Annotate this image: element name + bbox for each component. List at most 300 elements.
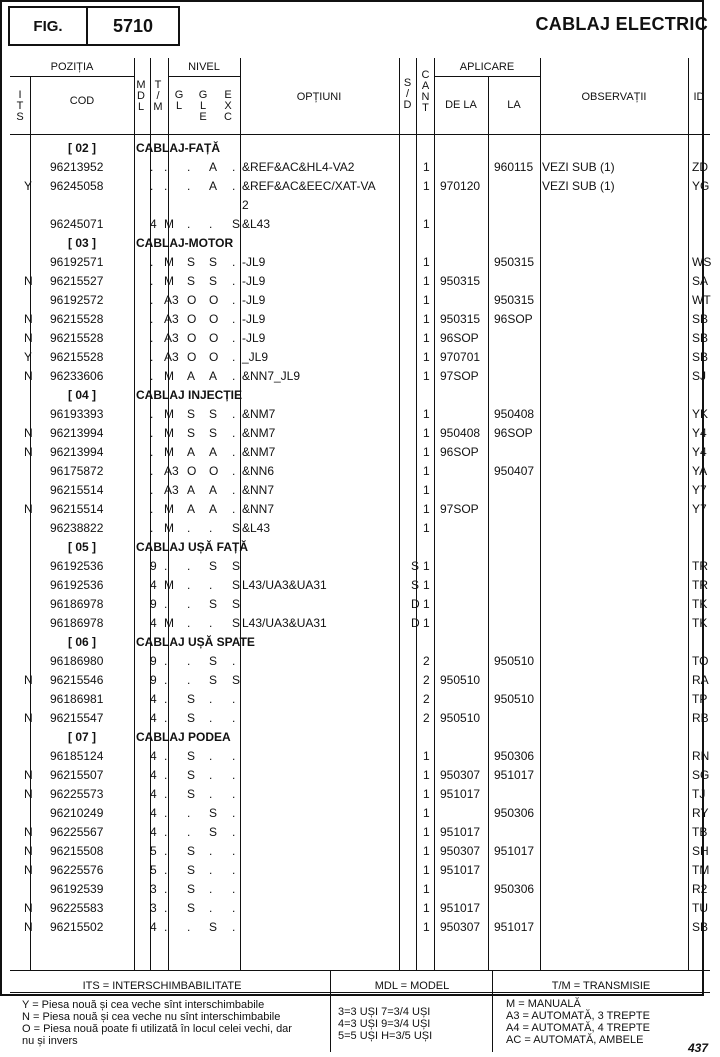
col-its-header: I T S [16, 89, 24, 123]
cell-cod: 96215514 [50, 502, 104, 516]
cell-tm: . [164, 768, 168, 782]
cell-tm: A3 [164, 464, 179, 478]
cell-cod: 96210249 [50, 806, 104, 820]
cell-its: Y [24, 350, 33, 364]
cell-id: SG [692, 768, 710, 782]
cell-cod: 96215546 [50, 673, 104, 687]
table-row [10, 842, 710, 861]
cell-la: 950510 [494, 692, 535, 706]
table-row [10, 652, 710, 671]
cell-cod: 96238822 [50, 521, 104, 535]
cell-mdl: . [150, 255, 154, 269]
cell-gl: A [187, 369, 196, 383]
cell-tm: M [164, 255, 174, 269]
table-row [10, 177, 710, 196]
cell-cant: 1 [423, 502, 430, 516]
cell-cod: 96215528 [50, 331, 104, 345]
cell-id: TR [692, 578, 708, 592]
cell-cant: 1 [423, 920, 430, 934]
cell-cod: 96245058 [50, 179, 104, 193]
cell-tm: M [164, 407, 174, 421]
table-row [10, 918, 710, 937]
cell-gle: . [209, 521, 213, 535]
cell-cod: 96192571 [50, 255, 104, 269]
cell-dela: 96SOP [440, 331, 479, 345]
cell-id: SB [692, 920, 709, 934]
cell-sd: S [411, 578, 420, 592]
legend-its-lines: Y = Piesa nouă și cea veche sînt interschimbabile N = Piesa nouă și cea veche nu sînt interschimbabile O = Piesa nouă poate fi utilizată în locul celei vechi, dar nu și invers [22, 999, 292, 1047]
cell-cant: 1 [423, 407, 430, 421]
table-row [10, 576, 710, 595]
cell-exc: . [232, 844, 236, 858]
cell-tm: . [164, 692, 168, 706]
table-row [10, 462, 710, 481]
section-title: CABLAJ INJECȚIE [136, 388, 243, 402]
cell-gle: S [209, 673, 218, 687]
cell-tm: . [164, 863, 168, 877]
cell-id: TR [692, 559, 708, 573]
cell-cod: 96192536 [50, 578, 104, 592]
cell-dela: 951017 [440, 825, 481, 839]
cell-gl: A [187, 445, 196, 459]
cell-exc: . [232, 787, 236, 801]
cell-opt: &NM7 [242, 426, 276, 440]
cell-cod: 96225567 [50, 825, 104, 839]
cell-gl: . [187, 559, 191, 573]
cell-cod: 96215514 [50, 483, 104, 497]
table-row [10, 766, 710, 785]
table-row [10, 215, 710, 234]
cell-gle: . [209, 844, 213, 858]
cell-its: N [24, 331, 33, 345]
cell-id: Y4 [692, 426, 707, 440]
cell-opt: &NN7 [242, 483, 275, 497]
cell-mdl: . [150, 160, 154, 174]
cell-cant: 1 [423, 597, 430, 611]
cell-gle: . [209, 787, 213, 801]
section-title: CABLAJ UȘĂ SPATE [136, 635, 255, 649]
col-gle-header: G L E [198, 89, 208, 123]
cell-opt: _JL9 [242, 350, 269, 364]
cell-mdl: . [150, 293, 154, 307]
cell-id: RA [692, 673, 709, 687]
cell-tm: M [164, 426, 174, 440]
cell-gle: A [209, 445, 218, 459]
cell-mdl: 4 [150, 787, 157, 801]
cell-la: 951017 [494, 768, 535, 782]
cell-cant: 1 [423, 559, 430, 573]
cell-exc: S [232, 217, 241, 231]
cell-cant: 1 [423, 616, 430, 630]
cell-cant: 1 [423, 312, 430, 326]
cell-gle: S [209, 274, 218, 288]
cell-cant: 1 [423, 255, 430, 269]
cell-gle: S [209, 255, 218, 269]
table-row [10, 823, 710, 842]
cell-gl: . [187, 521, 191, 535]
cell-gle: . [209, 749, 213, 763]
cell-cod: 96215528 [50, 312, 104, 326]
cell-gle: . [209, 578, 213, 592]
cell-gle: A [209, 160, 218, 174]
cell-exc: S [232, 673, 241, 687]
cell-gl: S [187, 844, 196, 858]
cell-gle: O [209, 331, 219, 345]
cell-gl: A [187, 483, 196, 497]
cell-opt: &REF&AC&EEC/XAT-VA [242, 179, 376, 193]
cell-id: TU [692, 901, 708, 915]
cell-exc: . [232, 692, 236, 706]
cell-opt: &NM7 [242, 407, 276, 421]
cell-exc: . [232, 806, 236, 820]
cell-mdl: 4 [150, 692, 157, 706]
cell-id: YK [692, 407, 709, 421]
cell-cod: 96213994 [50, 426, 104, 440]
cell-id: TP [692, 692, 708, 706]
cell-cant: 1 [423, 901, 430, 915]
cell-cant: 1 [423, 445, 430, 459]
cell-gl: S [187, 407, 196, 421]
cell-la: 950315 [494, 255, 535, 269]
cell-exc: . [232, 920, 236, 934]
cell-la: 96SOP [494, 312, 533, 326]
cell-mdl: . [150, 445, 154, 459]
page-title: CABLAJ ELECTRIC [535, 14, 708, 34]
cell-gl: O [187, 464, 197, 478]
cell-tm: . [164, 901, 168, 915]
cell-exc: S [232, 597, 241, 611]
cell-cant: 1 [423, 749, 430, 763]
cell-exc: S [232, 559, 241, 573]
table-row [10, 253, 710, 272]
cell-id: WS [692, 255, 712, 269]
cell-tm: A3 [164, 293, 179, 307]
table-row [10, 443, 710, 462]
cell-cod: 96192572 [50, 293, 104, 307]
cell-gle: O [209, 350, 219, 364]
cell-mdl: 4 [150, 749, 157, 763]
section-row [10, 386, 710, 405]
cell-id: Y7 [692, 483, 707, 497]
cell-id: Y4 [692, 445, 707, 459]
cell-its: N [24, 426, 33, 440]
cell-cod: 96215527 [50, 274, 104, 288]
col-aplicare-header: APLICARE [459, 61, 515, 73]
cell-mdl: . [150, 426, 154, 440]
cell-cod: 96215547 [50, 711, 104, 725]
cell-gle: A [209, 369, 218, 383]
cell-tm: M [164, 274, 174, 288]
cell-optiuni: 2 [242, 198, 249, 212]
cell-exc: . [232, 483, 236, 497]
cell-tm: . [164, 597, 168, 611]
cell-its: N [24, 768, 33, 782]
col-cod-header: COD [69, 95, 95, 107]
cell-its: N [24, 502, 33, 516]
cell-dela: 950307 [440, 844, 481, 858]
table-row [10, 614, 710, 633]
cell-tm: . [164, 711, 168, 725]
cell-gl: . [187, 806, 191, 820]
legend-mdl-title: MDL = MODEL [374, 980, 450, 992]
cell-exc: . [232, 274, 236, 288]
table-row [10, 709, 710, 728]
legend-tm-lines: M = MANUALĂ A3 = AUTOMATĂ, 3 TREPTE A4 = AUTOMATĂ, 4 TREPTE AC = AUTOMATĂ, AMBELE [506, 998, 650, 1046]
cell-cant: 1 [423, 160, 430, 174]
cell-gl: S [187, 768, 196, 782]
cell-dela: 97SOP [440, 502, 479, 516]
section-row [10, 234, 710, 253]
page-number: 437 [687, 1041, 708, 1055]
table-row [10, 272, 710, 291]
cell-mdl: . [150, 179, 154, 193]
cell-tm: . [164, 559, 168, 573]
cell-tm: M [164, 616, 174, 630]
cell-tm: . [164, 806, 168, 820]
cell-cod: 96233606 [50, 369, 104, 383]
cell-exc: . [232, 255, 236, 269]
cell-cant: 1 [423, 179, 430, 193]
cell-gle: S [209, 654, 218, 668]
cell-gl: S [187, 426, 196, 440]
cell-cant: 1 [423, 768, 430, 782]
cell-mdl: 4 [150, 768, 157, 782]
grid-hline [434, 76, 540, 77]
cell-opt: -JL9 [242, 274, 266, 288]
cell-gle: A [209, 179, 218, 193]
cell-cod: 96185124 [50, 749, 104, 763]
cell-tm: M [164, 521, 174, 535]
col-optiuni-header: OPȚIUNI [296, 91, 342, 103]
cell-gle: S [209, 806, 218, 820]
cell-exc: . [232, 369, 236, 383]
table-row [10, 557, 710, 576]
cell-cod: 96215502 [50, 920, 104, 934]
cell-id: TK [692, 616, 708, 630]
cell-gl: S [187, 711, 196, 725]
cell-tm: . [164, 673, 168, 687]
table-row [10, 804, 710, 823]
cell-la: 950510 [494, 654, 535, 668]
cell-gle: O [209, 312, 219, 326]
cell-mdl: 4 [150, 217, 157, 231]
cell-dela: 970701 [440, 350, 481, 364]
cell-la: 950306 [494, 882, 535, 896]
cell-dela: 96SOP [440, 445, 479, 459]
cell-its: N [24, 825, 33, 839]
cell-its: N [24, 369, 33, 383]
cell-opt: &NN6 [242, 464, 275, 478]
cell-exc: . [232, 749, 236, 763]
cell-opt: L43/UA3&UA31 [242, 616, 327, 630]
cell-dela: 951017 [440, 863, 481, 877]
cell-opt: &L43 [242, 521, 271, 535]
cell-cant: 1 [423, 806, 430, 820]
cell-la: 950315 [494, 293, 535, 307]
cell-tm: . [164, 882, 168, 896]
cell-sd: D [411, 597, 420, 611]
cell-mdl: 4 [150, 616, 157, 630]
cell-id: SA [692, 274, 709, 288]
fig-number: 5710 [86, 6, 180, 46]
table-row [10, 329, 710, 348]
cell-id: Y7 [692, 502, 707, 516]
cell-id: TB [692, 825, 708, 839]
cell-dela: 970120 [440, 179, 481, 193]
cell-mdl: 5 [150, 844, 157, 858]
cell-cant: 1 [423, 483, 430, 497]
section-number: [ 07 ] [68, 730, 97, 744]
cell-cant: 1 [423, 882, 430, 896]
table-row [10, 747, 710, 766]
table-row [10, 158, 710, 177]
cell-gl: A [187, 502, 196, 516]
cell-dela: 950315 [440, 312, 481, 326]
cell-sd: D [411, 616, 420, 630]
cell-mdl: 3 [150, 901, 157, 915]
cell-la: 960115 [494, 160, 534, 174]
cell-opt: &NN7_JL9 [242, 369, 301, 383]
cell-gl: . [187, 616, 191, 630]
cell-cod: 96192536 [50, 559, 104, 573]
table-row [10, 310, 710, 329]
cell-la: 950407 [494, 464, 535, 478]
cell-id: RY [692, 806, 709, 820]
cell-mdl: . [150, 407, 154, 421]
cell-mdl: . [150, 350, 154, 364]
cell-la: 951017 [494, 844, 535, 858]
cell-tm: . [164, 654, 168, 668]
cell-gl: . [187, 825, 191, 839]
cell-id: YA [692, 464, 708, 478]
cell-dela: 97SOP [440, 369, 479, 383]
cell-gl: S [187, 882, 196, 896]
cell-cant: 1 [423, 844, 430, 858]
cell-dela: 951017 [440, 787, 481, 801]
cell-tm: A3 [164, 312, 179, 326]
cell-its: N [24, 673, 33, 687]
cell-tm: A3 [164, 331, 179, 345]
cell-la: 950408 [494, 407, 535, 421]
cell-gle: O [209, 293, 219, 307]
cell-gl: . [187, 217, 191, 231]
cell-dela: 950408 [440, 426, 481, 440]
cell-mdl: . [150, 369, 154, 383]
cell-gl: . [187, 179, 191, 193]
cell-gle: . [209, 217, 213, 231]
cell-id: SB [692, 331, 709, 345]
section-row [10, 538, 710, 557]
cell-dela: 950307 [440, 920, 481, 934]
cell-tm: . [164, 844, 168, 858]
cell-cod: 96225576 [50, 863, 104, 877]
table-row [10, 291, 710, 310]
col-pozitia-header: POZIȚIA [50, 61, 94, 73]
cell-tm: . [164, 179, 168, 193]
cell-gl: S [187, 255, 196, 269]
table-row [10, 367, 710, 386]
cell-exc: . [232, 502, 236, 516]
cell-mdl: 4 [150, 711, 157, 725]
cell-cant: 2 [423, 673, 430, 687]
cell-exc: S [232, 578, 241, 592]
cell-id: RB [692, 711, 709, 725]
cell-cod: 96213952 [50, 160, 104, 174]
cell-opt: -JL9 [242, 293, 266, 307]
col-dela-header: DE LA [445, 99, 477, 111]
section-number: [ 02 ] [68, 141, 97, 155]
cell-opt: -JL9 [242, 255, 266, 269]
cell-gle: . [209, 692, 213, 706]
cell-cant: 1 [423, 578, 430, 592]
section-number: [ 06 ] [68, 635, 97, 649]
cell-mdl: 4 [150, 578, 157, 592]
col-la-header: LA [507, 99, 521, 111]
section-title: CABLAJ UȘĂ FAȚĂ [136, 540, 249, 554]
table-row [10, 519, 710, 538]
cell-gle: S [209, 407, 218, 421]
cell-mdl: . [150, 312, 154, 326]
cell-gl: O [187, 350, 197, 364]
cell-cod: 96215528 [50, 350, 104, 364]
cell-tm: . [164, 787, 168, 801]
cell-cod: 96215508 [50, 844, 104, 858]
cell-gl: S [187, 787, 196, 801]
cell-mdl: 5 [150, 863, 157, 877]
cell-dela: 950307 [440, 768, 481, 782]
cell-id: SJ [692, 369, 707, 383]
cell-tm: M [164, 578, 174, 592]
cell-cant: 2 [423, 711, 430, 725]
table-row [10, 481, 710, 500]
cell-gle: S [209, 597, 218, 611]
cell-gle: A [209, 483, 218, 497]
col-gl-header: G L [174, 89, 184, 112]
cell-id: SB [692, 350, 709, 364]
cell-mdl: . [150, 483, 154, 497]
cell-mdl: 4 [150, 825, 157, 839]
table-row [10, 671, 710, 690]
cell-its: N [24, 274, 33, 288]
cell-dela: 951017 [440, 901, 481, 915]
legend-tm-title: T/M = TRANSMISIE [551, 980, 651, 992]
cell-opt: &NN7 [242, 502, 275, 516]
cell-gl: S [187, 863, 196, 877]
cell-mdl: . [150, 521, 154, 535]
cell-la: 950306 [494, 806, 535, 820]
cell-cant: 1 [423, 293, 430, 307]
section-number: [ 04 ] [68, 388, 97, 402]
cell-exc: . [232, 160, 236, 174]
col-nivel-header: NIVEL [188, 61, 220, 73]
cell-cod: 96193393 [50, 407, 104, 421]
cell-cant: 1 [423, 369, 430, 383]
table-row [10, 785, 710, 804]
cell-gl: . [187, 673, 191, 687]
cell-cant: 1 [423, 217, 430, 231]
cell-dela: 950510 [440, 673, 481, 687]
cell-cod: 96186981 [50, 692, 104, 706]
cell-id: RN [692, 749, 710, 763]
cell-mdl: . [150, 274, 154, 288]
cell-gle: S [209, 559, 218, 573]
cell-cod: 96215507 [50, 768, 104, 782]
table-row [10, 348, 710, 367]
table-row [10, 500, 710, 519]
cell-cant: 1 [423, 863, 430, 877]
cell-exc: S [232, 616, 241, 630]
cell-exc: . [232, 464, 236, 478]
